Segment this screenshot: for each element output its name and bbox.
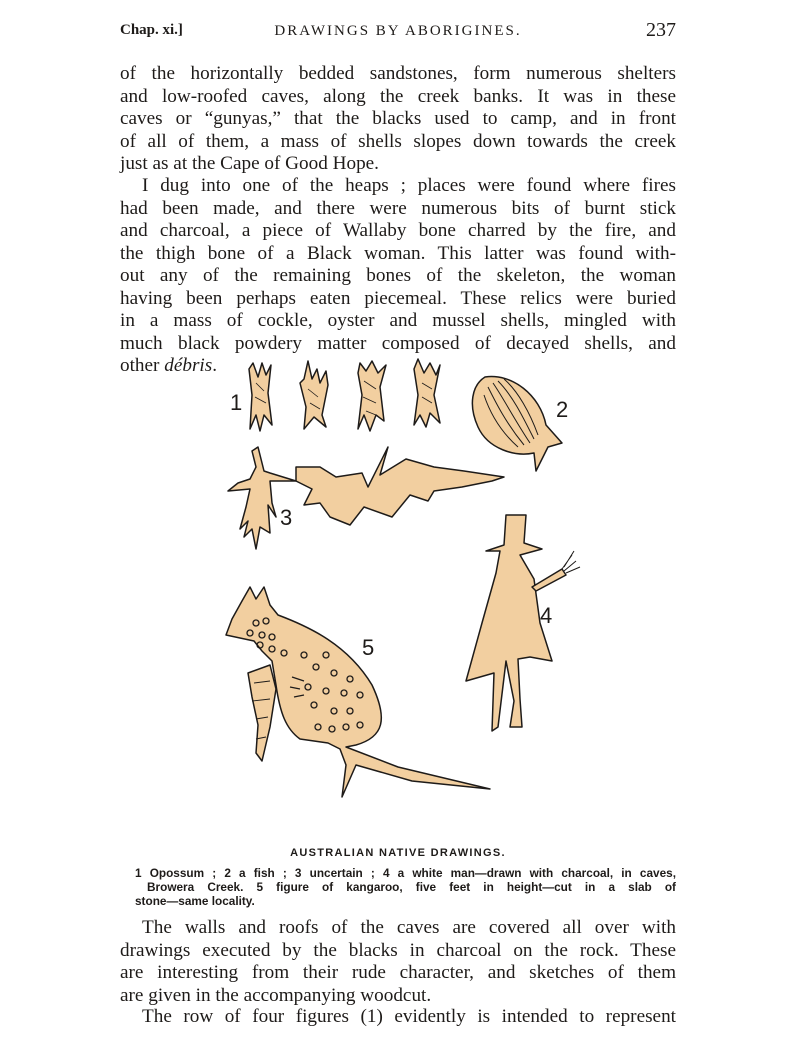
opossum-skin <box>249 363 272 431</box>
text-line: I dug into one of the heaps ; places were found where fires <box>142 175 676 196</box>
paragraph-shelters <box>120 63 676 176</box>
aboriginal-drawings-figure <box>200 355 600 830</box>
figure-number-2: 2 <box>556 397 569 422</box>
paragraph-row-of-figures <box>120 1006 676 1029</box>
text-line: in a mass of cockle, oyster and mussel shells, mingled with <box>120 310 676 331</box>
text-line: drawings executed by the blacks in charcoal on the rock. These <box>120 939 676 961</box>
opossum-skin <box>300 361 328 429</box>
white-man-drawing <box>466 515 580 731</box>
caption-line: Browera Creek. 5 figure of kangaroo, five feet in height—cut in a slab of <box>147 880 676 894</box>
running-title: DRAWINGS BY ABORIGINES. <box>274 23 522 39</box>
text-line: having been perhaps eaten piecemeal. These relics were buried <box>120 287 676 309</box>
text-line: The walls and roofs of the caves are covered all over with <box>142 917 676 938</box>
text-line: caves or “gunyas,” that the blacks used to camp, and in front <box>120 108 676 129</box>
page-number: 237 <box>646 19 676 41</box>
text-line: had been made, and there were numerous bits of burnt stick <box>120 197 676 219</box>
text-line: much black powdery matter composed of decayed shells, and <box>120 332 676 354</box>
text-run: . <box>212 355 217 376</box>
opossum-skin <box>414 359 440 427</box>
opossum-drawing <box>249 359 440 431</box>
text-line: are given in the accompanying woodcut. <box>120 984 432 1006</box>
caption-line: 1 Opossum ; 2 a fish ; 3 uncertain ; 4 a white man—drawn with charcoal, in caves, <box>135 866 676 880</box>
figure-number-4: 4 <box>540 603 553 628</box>
text-line: just as at the Cape of Good Hope. <box>120 153 379 174</box>
kangaroo-drawing <box>226 587 490 797</box>
figure-caption <box>135 866 676 908</box>
text-line: and charcoal, a piece of Wallaby bone charred by the fire, and <box>120 220 676 241</box>
text-run: other <box>120 355 165 376</box>
figure-number-5: 5 <box>362 635 375 660</box>
uncertain-drawing <box>228 447 504 549</box>
opossum-skin <box>358 361 386 431</box>
caption-line: stone—same locality. <box>135 894 255 908</box>
running-header <box>120 19 676 46</box>
paragraph-heaps <box>120 175 676 378</box>
fish-drawing <box>472 377 562 471</box>
figure-caption-title: AUSTRALIAN NATIVE DRAWINGS. <box>290 847 506 859</box>
text-line: and low-roofed caves, along the creek banks. It was in these <box>120 85 676 107</box>
text-line: of the horizontally bedded sandstones, form numerous shelters <box>120 63 676 84</box>
italic-word: débris <box>164 355 213 376</box>
text-line: out any of the remaining bones of the skeleton, the woman <box>120 265 676 286</box>
text-line: are interesting from their rude character, and sketches of them <box>120 962 676 983</box>
figure-number-3: 3 <box>280 505 293 530</box>
text-line: the thigh bone of a Black woman. This latter was found with- <box>120 242 676 264</box>
paragraph-walls <box>120 917 676 1007</box>
text-line: of all of them, a mass of shells slopes down towards the creek <box>120 130 676 152</box>
text-line: The row of four figures (1) evidently is intended to represent <box>142 1006 676 1027</box>
figure-number-1: 1 <box>230 390 243 415</box>
chapter-label: Chap. xi.] <box>120 22 183 38</box>
